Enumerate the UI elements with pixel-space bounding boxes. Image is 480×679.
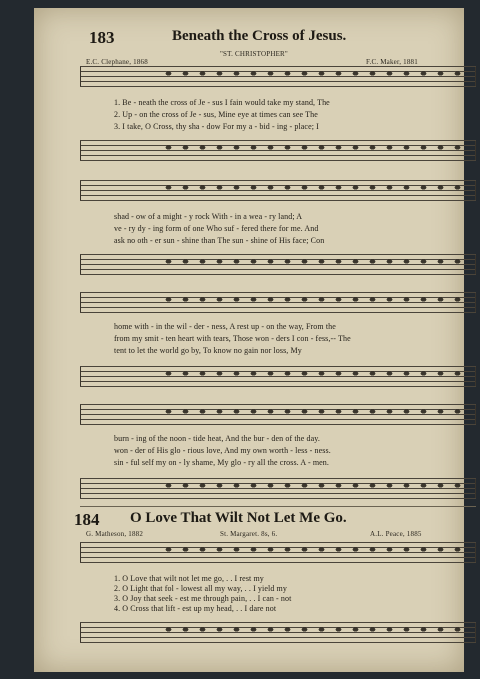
hymnal-page	[34, 8, 464, 672]
lyric-line: shad - ow of a might - y rock With - in a wea - ry land; A	[114, 212, 303, 221]
lyric-line: ask no oth - er sun - shine than The sun - shine of His face; Con	[114, 236, 325, 245]
tune-name: "ST. CHRISTOPHER"	[220, 50, 288, 58]
hymn-number: 184	[74, 510, 100, 529]
lyric-line: won - der of His glo - rious love, And my own worth - less - ness.	[114, 446, 331, 455]
bass-staff	[80, 140, 476, 161]
bass-staff	[80, 366, 476, 387]
lyric-line: ve - ry dy - ing form of one Who suf - fered there for me. And	[114, 224, 319, 233]
composer-credit: F.C. Maker, 1881	[366, 58, 418, 66]
author-credit: E.C. Clephane, 1868	[86, 58, 148, 66]
treble-staff	[80, 292, 476, 313]
hymn-number: 183	[89, 28, 115, 47]
lyric-line: 3. I take, O Cross, thy sha - dow For my a - bid - ing - place; I	[114, 122, 319, 131]
composer-credit: A.L. Peace, 1885	[370, 530, 422, 538]
hymn-title: Beneath the Cross of Jesus.	[172, 28, 347, 44]
lyric-line: burn - ing of the noon - tide heat, And the bur - den of the day.	[114, 434, 320, 443]
bass-staff	[80, 254, 476, 275]
lyric-line: from my smit - ten heart with tears, Those won - ders I con - fess,-- The	[114, 334, 351, 343]
lyric-line: 1. O Love that wilt not let me go, . . I rest my	[114, 574, 264, 583]
hymn-title: O Love That Wilt Not Let Me Go.	[130, 510, 347, 526]
treble-staff	[80, 542, 476, 563]
lyric-line: sin - ful self my on - ly shame, My glo - ry all the cross. A - men.	[114, 458, 329, 467]
lyric-line: 2. Up - on the cross of Je - sus, Mine eye at times can see The	[114, 110, 318, 119]
tune-name: St. Margaret. 8s, 6.	[220, 530, 278, 538]
lyric-line: 1. Be - neath the cross of Je - sus I fain would take my stand, The	[114, 98, 330, 107]
lyric-line: home with - in the wil - der - ness, A rest up - on the way, From the	[114, 322, 336, 331]
author-credit: G. Matheson, 1882	[86, 530, 144, 538]
treble-staff	[80, 66, 476, 87]
lyric-line: tent to let the world go by, To know no gain nor loss, My	[114, 346, 302, 355]
bass-staff	[80, 478, 476, 499]
treble-staff	[80, 404, 476, 425]
treble-staff	[80, 180, 476, 201]
lyric-line: 4. O Cross that lift - est up my head, . . I dare not	[114, 604, 277, 613]
divider	[80, 506, 476, 507]
bass-staff	[80, 622, 476, 643]
lyric-line: 3. O Joy that seek - est me through pain, . . I can - not	[114, 594, 292, 603]
lyric-line: 2. O Light that fol - lowest all my way, . . I yield my	[114, 584, 287, 593]
